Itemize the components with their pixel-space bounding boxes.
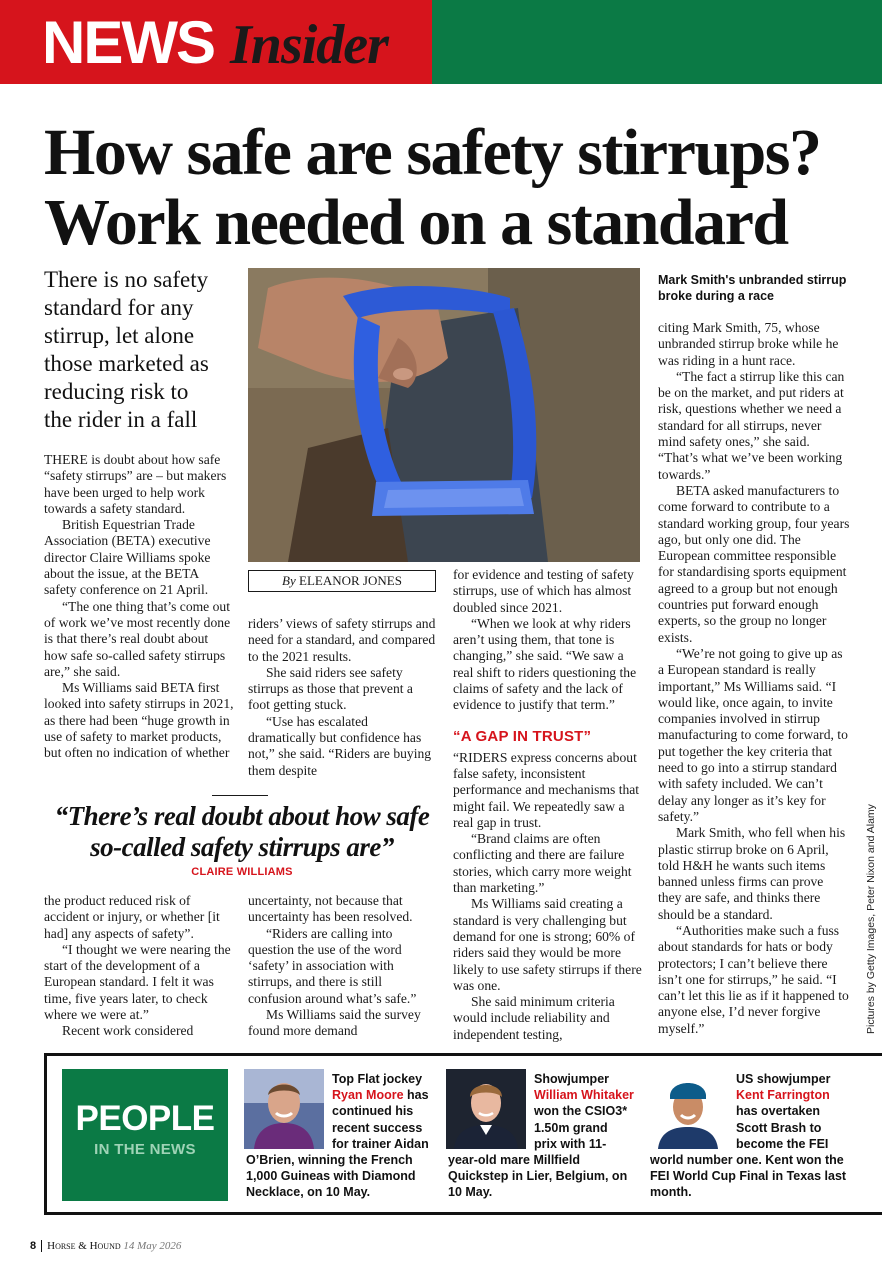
paragraph: the product reduced risk of accident or injury, or whether [it had] any aspects of safety”. — [44, 893, 220, 941]
standfirst-line: the rider in a fall — [44, 407, 198, 432]
body-column-1-continued — [44, 893, 234, 1040]
paragraph: “I thought we were nearing the start of the development of a European standard. I felt it was time, five years later, to check where we were at.” — [44, 941, 231, 1023]
people-title: PEOPLE — [75, 1099, 215, 1138]
paragraph: She said minimum criteria would include reliability and independent testing, — [453, 994, 615, 1042]
paragraph: THERE is doubt about how safe “safety stirrups” are – but makers have been urged to help work towards a safety standard. — [44, 452, 227, 516]
standfirst-line: reducing risk to — [44, 379, 189, 404]
person-item — [650, 1071, 850, 1201]
stirrup-photo — [248, 268, 640, 562]
standfirst — [44, 266, 244, 434]
person-text: won the CSIO3* 1.50m grand prix with 11-year-old mare Millfield Quickstep in Lier, Belgium, on 10 May. — [448, 1104, 628, 1200]
standfirst-line: stirrup, let alone — [44, 323, 195, 348]
paragraph: Mark Smith, who fell when his plastic stirrup broke on 6 April, told H&H he wants such items banned unless firms can prove they are safe, and thinks there should be a standard. — [658, 825, 846, 922]
person-intro: US showjumper — [736, 1072, 831, 1086]
paragraph: “RIDERS express concerns about false safety, inconsistent performance and mechanisms that might fail. We repeatedly saw a real gap in trust. — [453, 749, 640, 830]
body-column-2-continued — [248, 893, 438, 1040]
subhead: “A GAP IN TRUST” — [453, 727, 592, 745]
person-name: Kent Farrington — [736, 1088, 830, 1103]
body-column-3 — [453, 567, 645, 1043]
person-name: Ryan Moore — [332, 1088, 404, 1103]
paragraph: uncertainty, not because that uncertainty has been resolved. — [248, 893, 413, 925]
ryan-moore-photo — [244, 1069, 324, 1149]
body-column-1 — [44, 452, 234, 762]
paragraph: She said riders see safety stirrups as those that prevent a foot getting stuck. — [248, 664, 413, 713]
paragraph: British Equestrian Trade Association (BETA) executive director Claire Williams spoke about the issue, at the BETA safety conference on 21 April. — [44, 517, 211, 598]
paragraph: “The fact a stirrup like this can be on the market, and put riders at risk, questions whether we need a standard for all stirrups, never mind safety ones,” she said. “That’s what we’ve been working towards.” — [658, 368, 845, 482]
paragraph: riders’ views of safety stirrups and need for a standard, and compared to the 2021 results. — [248, 616, 436, 664]
page-number: 8 — [30, 1240, 37, 1252]
person-text: has overtaken Scott Brash to become the FEI world number one. Kent won the FEI World Cup Final in Texas last month. — [650, 1104, 847, 1200]
paragraph: Recent work considered — [62, 1023, 194, 1039]
byline — [248, 570, 436, 592]
pullquote-rule — [212, 795, 268, 796]
standfirst-line: There is no safety — [44, 267, 209, 292]
person-intro: Showjumper — [534, 1072, 610, 1086]
paragraph: “We’re not going to give up as a European standard is really important,” Ms Williams said. “I would like, once again, to invite companies involved in stirrup manufacturing to come forward, to put together the key criteria that need to go into a stirrup standard with safety included. We can’t delay any longer as it’s key for safety.” — [658, 645, 848, 824]
headline-line-2: Work needed on a standard — [44, 186, 788, 259]
masthead-news: NEWS — [42, 9, 214, 76]
paragraph: “Use has escalated dramatically but confidence has not,” she said. “Riders are buying them despite — [248, 713, 432, 778]
masthead-insider: Insider — [230, 14, 388, 76]
paragraph: Ms Williams said BETA first looked into safety stirrups in 2021, as there had been “huge growth in use of safety to market products, but often no indication of whether — [44, 680, 234, 761]
pullquote-attribution: CLAIRE WILLIAMS — [191, 866, 293, 878]
byline-by: By — [282, 573, 296, 588]
photo-caption: Mark Smith's unbranded stirrup broke during a race — [658, 273, 847, 303]
headline — [44, 118, 864, 258]
paragraph: “Riders are calling into question the use of the word ‘safety’ in association with stirrups, and there is still confusion around what’s safe.” — [248, 925, 417, 1006]
paragraph: citing Mark Smith, 75, whose unbranded stirrup broke while he was riding in a hunt race. — [658, 320, 839, 368]
paragraph: Ms Williams said creating a standard is very challenging but demand for one is strong; 60% of riders said they would be more likely to use safety stirrups if there was one. — [453, 896, 642, 993]
paragraph: “When we look at why riders aren’t using them, that tone is changing,” she said. “We saw a real shift to riders questioning the claims of safety and the lack of evidence to justify that term.” — [453, 615, 637, 713]
paragraph: for evidence and testing of safety stirrups, use of which has almost doubled since 2021. — [453, 567, 634, 615]
standfirst-line: standard for any — [44, 295, 194, 320]
masthead-green-band — [432, 0, 882, 84]
publication-name: Horse & Hound — [47, 1240, 121, 1252]
person-intro: Top Flat jockey — [332, 1072, 423, 1086]
people-subtitle: IN THE NEWS — [94, 1141, 196, 1158]
paragraph: “Authorities make such a fuss about standards for hats or body protectors; I can’t believe there isn’t one for stirrups,” he said. “I can’t let this lie as if it happened to anyone else, I’d never forgive myself.” — [658, 922, 849, 1036]
paragraph: “Brand claims are often conflicting and there are failure stories, which carry more weight than marketing.” — [453, 831, 632, 896]
person-name: William Whitaker — [534, 1088, 634, 1103]
william-whitaker-photo — [446, 1069, 526, 1149]
body-column-2 — [248, 616, 438, 779]
paragraph: “The one thing that’s come out of work we’ve most recently done is that there’s real doubt about how safe so-called safety stirrups are,” she said. — [44, 598, 231, 679]
headline-line-1: How safe are safety stirrups? — [44, 116, 821, 189]
kent-farrington-photo — [648, 1069, 728, 1149]
picture-credit: Pictures by Getty Images, Peter Nixon and Alamy — [865, 804, 877, 1034]
paragraph: Ms Williams said the survey found more demand — [248, 1007, 421, 1039]
folio-divider — [41, 1240, 42, 1252]
body-column-4 — [658, 320, 850, 1037]
folio — [30, 1240, 181, 1252]
person-text: has continued his recent success for trainer Aidan O’Brien, winning the French 1,000 Guineas with Diamond Necklace, on 10 May. — [246, 1088, 429, 1200]
people-badge — [62, 1069, 228, 1201]
issue-date: 14 May 2026 — [123, 1240, 182, 1252]
standfirst-line: those marketed as — [44, 351, 209, 376]
pullquote: “There’s real doubt about how safe so-called safety stirrups are” — [54, 801, 430, 862]
person-item — [246, 1071, 432, 1201]
byline-author: ELEANOR JONES — [299, 573, 402, 588]
paragraph: BETA asked manufacturers to come forward to contribute to a standard working group, four years ago, but only one did. The European committee responsible for standardising sports equipment agreed to a group but not enough countries put forward enough experts, so the group no longer exists. — [658, 482, 850, 645]
person-item — [448, 1071, 634, 1201]
masthead — [0, 0, 882, 84]
